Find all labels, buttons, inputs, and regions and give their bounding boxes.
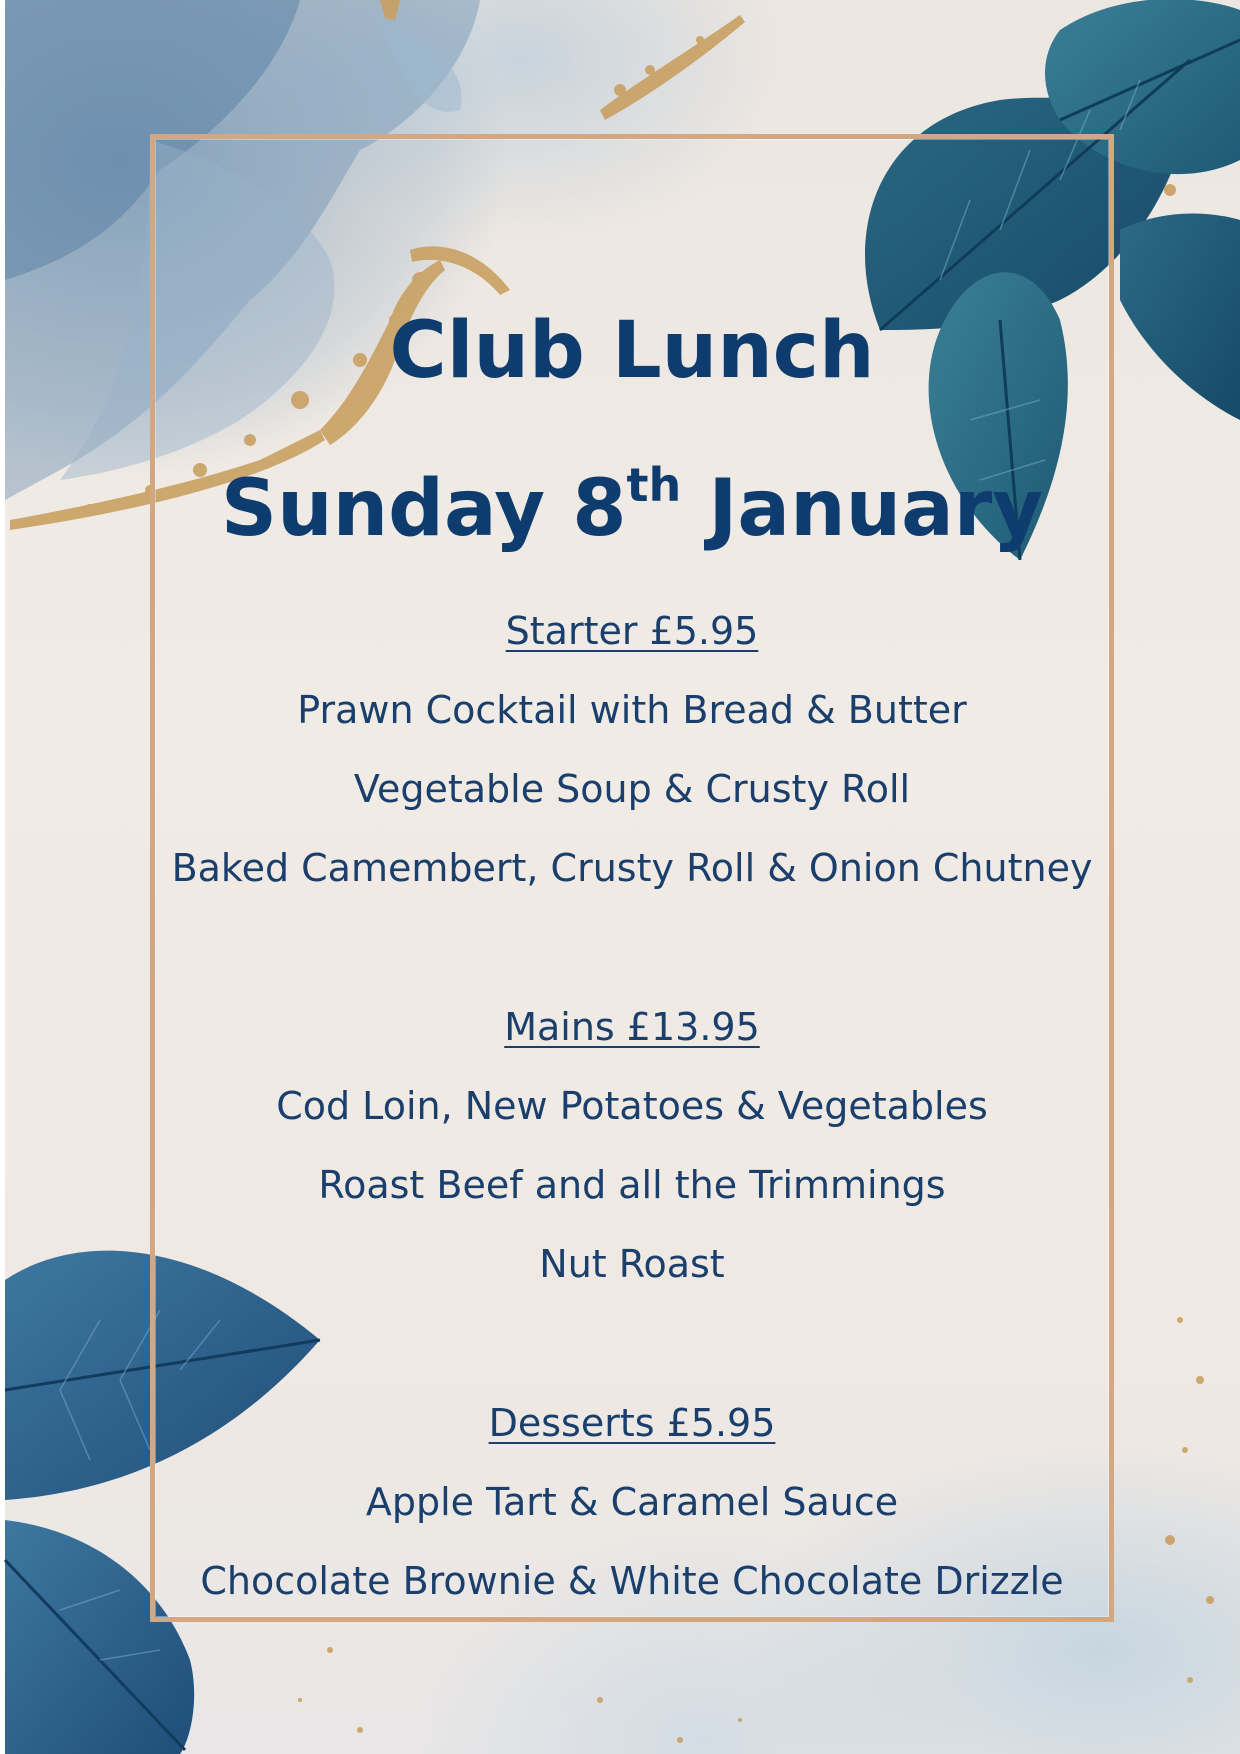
menu-date (150, 458, 1114, 554)
date-month: January (708, 464, 1044, 554)
section-heading-starter: Starter £5.95 (505, 609, 759, 653)
menu-item: Cod Loin, New Potatoes & Vegetables (276, 1084, 988, 1128)
menu-item: Roast Beef and all the Trimmings (318, 1163, 946, 1207)
menu-item: Nut Roast (539, 1242, 725, 1286)
date-ordinal: th (626, 458, 682, 512)
menu-item: Apple Tart & Caramel Sauce (365, 1480, 899, 1524)
date-day: Sunday 8 (220, 464, 627, 554)
menu-item: Vegetable Soup & Crusty Roll (353, 767, 911, 811)
menu-content (150, 0, 1114, 1754)
section-heading-mains: Mains £13.95 (504, 1005, 760, 1049)
menu-item: Prawn Cocktail with Bread & Butter (297, 688, 967, 732)
menu-item: Baked Camembert, Crusty Roll & Onion Chutney (171, 846, 1093, 890)
section-heading-desserts: Desserts £5.95 (488, 1401, 776, 1445)
menu-title: Club Lunch (389, 306, 875, 396)
menu-item: Chocolate Brownie & White Chocolate Drizzle (200, 1559, 1064, 1603)
